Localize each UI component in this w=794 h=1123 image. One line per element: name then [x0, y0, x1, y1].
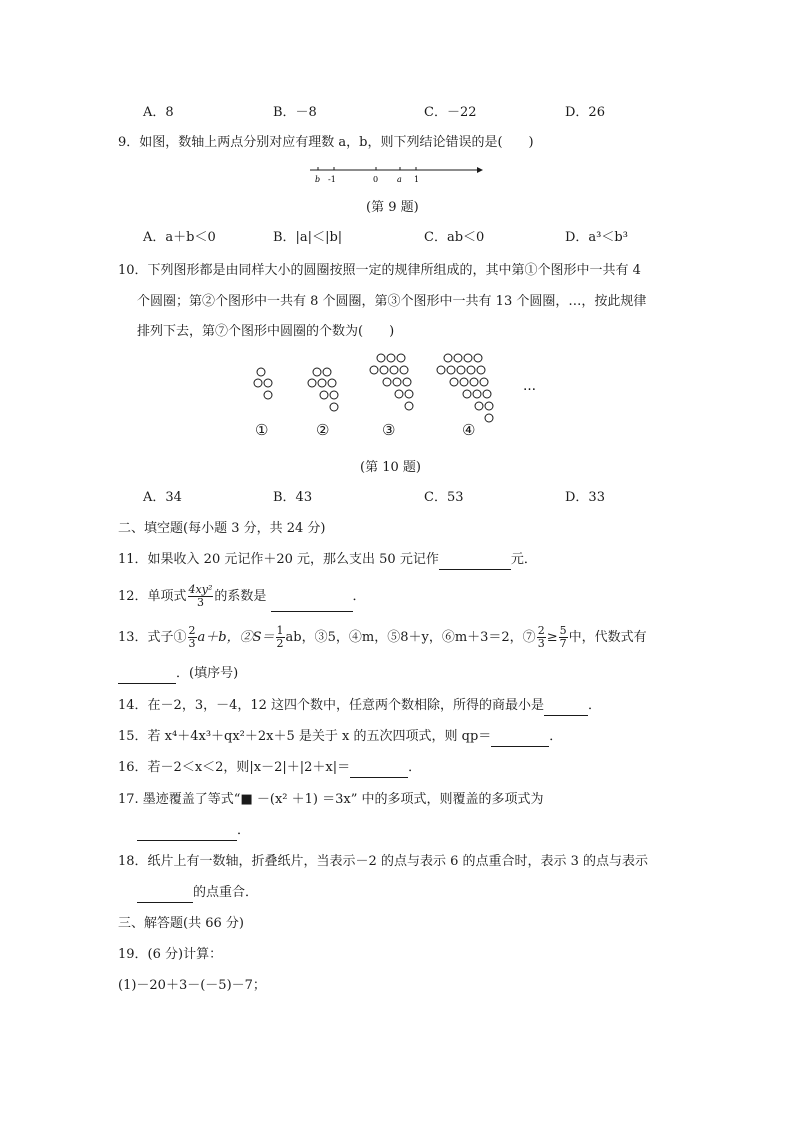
q17-line-1: 17. 墨迹覆盖了等式“■ －(x² ＋1) ＝3x” 中的多项式，则覆盖的多项式为: [118, 792, 544, 807]
q13-frac-2-den: 2: [276, 637, 284, 650]
q10-figure-label-2: ②: [316, 421, 330, 439]
q16: [118, 758, 421, 778]
q10-option-b: B．43: [273, 490, 313, 505]
q13-frac-3: [537, 625, 546, 650]
q13-text-2: a＋b，②S＝: [197, 630, 275, 645]
q9-option-c: C．ab＜0: [424, 230, 485, 245]
axis-label-minus-one: -1: [328, 175, 336, 184]
q13-frac-1-den: 3: [188, 637, 196, 650]
q16-blank[interactable]: [350, 763, 408, 778]
q12-numerator: 4xy²: [188, 583, 213, 596]
q13-frac-3-num: 2: [537, 624, 545, 637]
q17-end: ．: [237, 823, 251, 838]
q15-blank[interactable]: [491, 732, 549, 747]
q15-text: 15．若 x⁴＋4x³＋qx²＋2x＋5 是关于 x 的五次四项式，则 qp＝: [118, 729, 492, 744]
q14-blank[interactable]: [544, 701, 588, 716]
q9-caption: (第 9 题): [366, 200, 419, 215]
q11: [118, 550, 537, 570]
q13-text: 13．式子①: [118, 630, 187, 645]
axis-label-one: 1: [414, 175, 420, 184]
q12-end: ．: [352, 589, 366, 604]
q10-option-c: C．53: [424, 490, 464, 505]
q16-end: ．: [408, 760, 422, 775]
q13-hint: ．(填序号): [176, 666, 239, 681]
section-2-heading: 二、填空题(每小题 3 分，共 24 分): [118, 521, 326, 536]
axis-label-zero: 0: [373, 175, 379, 184]
q15-end: ．: [549, 729, 563, 744]
q13-frac-1-num: 2: [188, 624, 196, 637]
q13-frac-1: [188, 625, 197, 650]
q8-option-a: A．8: [143, 105, 174, 120]
q13-text-4: ≥: [546, 630, 558, 645]
axis-label-a: a: [397, 175, 402, 184]
section-3-heading: 三、解答题(共 66 分): [118, 916, 244, 931]
q13-frac-2-num: 1: [276, 624, 284, 637]
q14-end: ．: [588, 698, 602, 713]
q13-blank[interactable]: [118, 669, 176, 684]
q12-monomial: [188, 584, 214, 609]
q9-option-d: D．a³＜b³: [565, 230, 628, 245]
q9-number-line: [305, 160, 485, 186]
q13-frac-4-num: 5: [559, 624, 567, 637]
q14: [118, 696, 601, 716]
q10-figure-label-4: ④: [462, 421, 476, 439]
q18-line-1: 18．纸片上有一数轴，折叠纸片，当表示－2 的点与表示 6 的点重合时，表示 3 的点与表示: [118, 854, 649, 869]
q14-text: 14．在－2，3，－4，12 这四个数中，任意两个数相除，所得的商最小是: [118, 698, 545, 713]
q11-unit: 元．: [510, 552, 537, 567]
q19-stem: 19．(6 分)计算：: [118, 947, 223, 962]
q18-blank[interactable]: [137, 888, 193, 903]
q16-text: 16．若－2＜x＜2，则|x－2|＋|2＋x|＝: [118, 760, 351, 775]
q13-frac-4-den: 7: [559, 637, 567, 650]
q12-text-2: 的系数是: [214, 589, 267, 604]
q9-option-b: B．|a|＜|b|: [273, 230, 343, 245]
q15: [118, 727, 562, 747]
q9-option-a: A．a＋b＜0: [143, 230, 216, 245]
q10-ellipsis: …: [523, 379, 536, 394]
q13-frac-2: [276, 625, 285, 650]
q8-option-c: C．－22: [424, 105, 477, 120]
q9-stem: 9．如图，数轴上两点分别对应有理数 a，b，则下列结论错误的是( ): [118, 135, 534, 150]
q10-stem-line-2: 个圆圈；第②个图形中一共有 8 个圆圈，第③个图形中一共有 13 个圆圈，…，按此规律: [137, 294, 647, 309]
q13-line-2: [118, 664, 238, 684]
axis-label-b: b: [315, 175, 321, 184]
q10-caption: (第 10 题): [360, 460, 421, 475]
q10-stem-line-1: 10．下列图形都是由同样大小的圆圈按照一定的规律所组成的，其中第①个图形中一共有 4: [118, 263, 641, 278]
q13-text-3: ab，③5，④m，⑤8＋y，⑥m＋3＝2，⑦: [285, 630, 536, 645]
q10-option-d: D．33: [565, 490, 605, 505]
q13-frac-4: [559, 625, 568, 650]
q18-line-2: [137, 883, 258, 903]
q10-figure-label-3: ③: [382, 421, 396, 439]
q12-denominator: 3: [196, 596, 204, 609]
q11-blank[interactable]: [439, 555, 511, 570]
q17-line-2: [137, 821, 250, 841]
q11-text: 11．如果收入 20 元记作＋20 元，那么支出 50 元记作: [118, 552, 439, 567]
q10-circle-pattern: [240, 345, 550, 430]
q12-blank[interactable]: [271, 597, 353, 612]
q12: [118, 582, 366, 612]
q18-end: 的点重合．: [193, 885, 259, 900]
q17-blank[interactable]: [137, 826, 237, 841]
q12-text: 12．单项式: [118, 589, 187, 604]
q8-option-b: B．－8: [273, 105, 317, 120]
q10-stem-line-3: 排列下去，第⑦个图形中圆圈的个数为( ): [137, 324, 395, 339]
q10-option-a: A．34: [143, 490, 182, 505]
q8-option-d: D．26: [565, 105, 605, 120]
q13-text-5: 中，代数式有: [568, 630, 647, 645]
q13-frac-3-den: 3: [537, 637, 545, 650]
q13: [118, 623, 647, 653]
q19-part-1: (1)－20＋3－(－5)－7；: [118, 978, 266, 993]
q10-figure-label-1: ①: [255, 421, 269, 439]
